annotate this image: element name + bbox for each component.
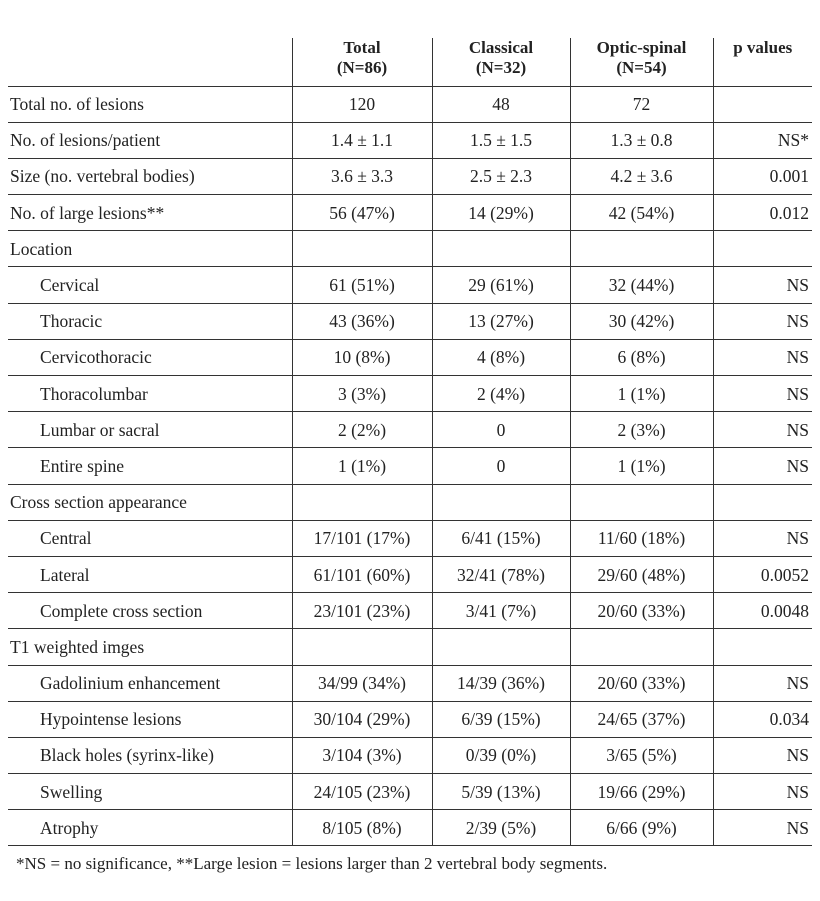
cell-classical: 2.5 ± 2.3 bbox=[432, 158, 570, 194]
row-label: Total no. of lesions bbox=[10, 94, 144, 115]
table-row bbox=[8, 484, 812, 520]
cell-classical: 4 (8%) bbox=[432, 339, 570, 375]
cell-classical: 5/39 (13%) bbox=[432, 774, 570, 810]
cell-total: 1.4 ± 1.1 bbox=[292, 122, 432, 158]
cell-classical bbox=[432, 231, 570, 267]
row-label: Location bbox=[10, 238, 73, 259]
table-body bbox=[8, 86, 812, 846]
cell-classical: 6/41 (15%) bbox=[432, 520, 570, 556]
cell-total: 61 (51%) bbox=[292, 267, 432, 303]
cell-total: 1 (1%) bbox=[292, 448, 432, 484]
row-label: Central bbox=[40, 528, 92, 549]
row-label: Lateral bbox=[40, 564, 90, 585]
header-classical-title: Classical bbox=[468, 38, 534, 57]
row-label: Lumbar or sacral bbox=[40, 419, 160, 440]
table-footnote: *NS = no significance, **Large lesion = lesions larger than 2 vertebral body segments. bbox=[16, 854, 608, 874]
table-row bbox=[8, 86, 812, 122]
cell-p-value: 0.0048 bbox=[713, 593, 812, 629]
cell-total: 56 (47%) bbox=[292, 195, 432, 231]
header-p-values bbox=[713, 38, 812, 86]
cell-p-value: NS bbox=[713, 303, 812, 339]
table-row bbox=[8, 267, 812, 303]
table-row bbox=[8, 122, 812, 158]
cell-classical: 2/39 (5%) bbox=[432, 810, 570, 846]
cell-optic-spinal: 72 bbox=[570, 86, 713, 122]
cell-classical: 29 (61%) bbox=[432, 267, 570, 303]
cell-p-value: NS bbox=[713, 520, 812, 556]
lesion-table-document bbox=[8, 38, 812, 874]
cell-p-value: NS bbox=[713, 665, 812, 701]
cell-total: 120 bbox=[292, 86, 432, 122]
cell-optic-spinal: 4.2 ± 3.6 bbox=[570, 158, 713, 194]
cell-p-value bbox=[713, 231, 812, 267]
cell-optic-spinal: 11/60 (18%) bbox=[570, 520, 713, 556]
cell-optic-spinal: 1.3 ± 0.8 bbox=[570, 122, 713, 158]
cell-optic-spinal: 6 (8%) bbox=[570, 339, 713, 375]
table-row bbox=[8, 303, 812, 339]
cell-optic-spinal bbox=[570, 231, 713, 267]
table-row bbox=[8, 593, 812, 629]
cell-optic-spinal: 1 (1%) bbox=[570, 376, 713, 412]
row-label: Complete cross section bbox=[40, 600, 203, 621]
cell-optic-spinal: 24/65 (37%) bbox=[570, 701, 713, 737]
cell-total: 17/101 (17%) bbox=[292, 520, 432, 556]
cell-optic-spinal: 1 (1%) bbox=[570, 448, 713, 484]
cell-classical: 1.5 ± 1.5 bbox=[432, 122, 570, 158]
cell-classical: 3/41 (7%) bbox=[432, 593, 570, 629]
table-row bbox=[8, 339, 812, 375]
table-row bbox=[8, 412, 812, 448]
cell-total: 43 (36%) bbox=[292, 303, 432, 339]
cell-p-value bbox=[713, 86, 812, 122]
row-label: T1 weighted imges bbox=[10, 636, 145, 657]
table-row bbox=[8, 231, 812, 267]
row-label: Entire spine bbox=[40, 455, 125, 476]
cell-classical: 32/41 (78%) bbox=[432, 556, 570, 592]
cell-optic-spinal: 30 (42%) bbox=[570, 303, 713, 339]
cell-optic-spinal: 42 (54%) bbox=[570, 195, 713, 231]
header-label-column bbox=[8, 38, 292, 86]
row-label: No. of large lesions** bbox=[10, 202, 165, 223]
cell-p-value: 0.034 bbox=[713, 701, 812, 737]
table-row bbox=[8, 376, 812, 412]
table-row bbox=[8, 665, 812, 701]
header-p-values-title: p values bbox=[733, 38, 793, 57]
cell-total: 34/99 (34%) bbox=[292, 665, 432, 701]
cell-p-value: NS bbox=[713, 774, 812, 810]
cell-total: 3.6 ± 3.3 bbox=[292, 158, 432, 194]
cell-classical: 2 (4%) bbox=[432, 376, 570, 412]
cell-classical: 6/39 (15%) bbox=[432, 701, 570, 737]
cell-p-value: NS bbox=[713, 810, 812, 846]
header-classical bbox=[432, 38, 570, 86]
header-classical-count: (N=32) bbox=[475, 58, 527, 77]
cell-p-value: 0.0052 bbox=[713, 556, 812, 592]
header-optic-spinal bbox=[570, 38, 713, 86]
cell-optic-spinal: 6/66 (9%) bbox=[570, 810, 713, 846]
cell-optic-spinal: 20/60 (33%) bbox=[570, 665, 713, 701]
cell-p-value bbox=[713, 629, 812, 665]
cell-total: 10 (8%) bbox=[292, 339, 432, 375]
cell-p-value: NS bbox=[713, 737, 812, 773]
cell-classical: 14/39 (36%) bbox=[432, 665, 570, 701]
table-row bbox=[8, 520, 812, 556]
lesion-characteristics-table bbox=[8, 38, 812, 846]
cell-total bbox=[292, 484, 432, 520]
row-label: Thoracic bbox=[40, 311, 103, 332]
row-label: Hypointense lesions bbox=[40, 709, 182, 730]
cell-classical: 48 bbox=[432, 86, 570, 122]
cell-p-value bbox=[713, 484, 812, 520]
cell-total: 8/105 (8%) bbox=[292, 810, 432, 846]
row-label: No. of lesions/patient bbox=[10, 130, 161, 151]
cell-optic-spinal: 3/65 (5%) bbox=[570, 737, 713, 773]
header-total-count: (N=86) bbox=[336, 58, 388, 77]
cell-total: 61/101 (60%) bbox=[292, 556, 432, 592]
row-label: Swelling bbox=[40, 781, 103, 802]
row-label: Cervical bbox=[40, 275, 100, 296]
cell-total: 24/105 (23%) bbox=[292, 774, 432, 810]
row-label: Gadolinium enhancement bbox=[40, 673, 221, 694]
cell-p-value: 0.001 bbox=[713, 158, 812, 194]
header-total-title: Total bbox=[343, 38, 381, 57]
table-row bbox=[8, 629, 812, 665]
row-label: Cross section appearance bbox=[10, 492, 187, 513]
cell-optic-spinal: 32 (44%) bbox=[570, 267, 713, 303]
cell-optic-spinal: 19/66 (29%) bbox=[570, 774, 713, 810]
cell-p-value: 0.012 bbox=[713, 195, 812, 231]
table-row bbox=[8, 701, 812, 737]
cell-optic-spinal: 20/60 (33%) bbox=[570, 593, 713, 629]
cell-p-value: NS bbox=[713, 267, 812, 303]
cell-classical: 0/39 (0%) bbox=[432, 737, 570, 773]
cell-p-value: NS bbox=[713, 376, 812, 412]
cell-p-value: NS* bbox=[713, 122, 812, 158]
cell-classical: 13 (27%) bbox=[432, 303, 570, 339]
header-optic-spinal-title: Optic-spinal bbox=[596, 38, 687, 57]
table-row bbox=[8, 448, 812, 484]
cell-total: 23/101 (23%) bbox=[292, 593, 432, 629]
cell-classical: 0 bbox=[432, 448, 570, 484]
row-label: Black holes (syrinx-like) bbox=[40, 745, 214, 766]
header-optic-spinal-count: (N=54) bbox=[616, 58, 667, 77]
table-row bbox=[8, 774, 812, 810]
cell-p-value: NS bbox=[713, 339, 812, 375]
cell-total: 30/104 (29%) bbox=[292, 701, 432, 737]
cell-classical: 14 (29%) bbox=[432, 195, 570, 231]
cell-p-value: NS bbox=[713, 412, 812, 448]
cell-optic-spinal: 29/60 (48%) bbox=[570, 556, 713, 592]
cell-p-value: NS bbox=[713, 448, 812, 484]
cell-classical bbox=[432, 629, 570, 665]
row-label: Thoracolumbar bbox=[40, 383, 148, 404]
table-header-row bbox=[8, 38, 812, 86]
table-row bbox=[8, 556, 812, 592]
cell-classical: 0 bbox=[432, 412, 570, 448]
table-row bbox=[8, 158, 812, 194]
cell-total: 3 (3%) bbox=[292, 376, 432, 412]
cell-total bbox=[292, 629, 432, 665]
table-row bbox=[8, 195, 812, 231]
cell-total bbox=[292, 231, 432, 267]
header-total bbox=[292, 38, 432, 86]
cell-optic-spinal bbox=[570, 484, 713, 520]
cell-total: 3/104 (3%) bbox=[292, 737, 432, 773]
table-row bbox=[8, 737, 812, 773]
cell-total: 2 (2%) bbox=[292, 412, 432, 448]
row-label: Atrophy bbox=[40, 817, 99, 838]
table-row bbox=[8, 810, 812, 846]
cell-classical bbox=[432, 484, 570, 520]
cell-optic-spinal bbox=[570, 629, 713, 665]
cell-optic-spinal: 2 (3%) bbox=[570, 412, 713, 448]
row-label: Size (no. vertebral bodies) bbox=[10, 166, 195, 187]
row-label: Cervicothoracic bbox=[40, 347, 152, 368]
